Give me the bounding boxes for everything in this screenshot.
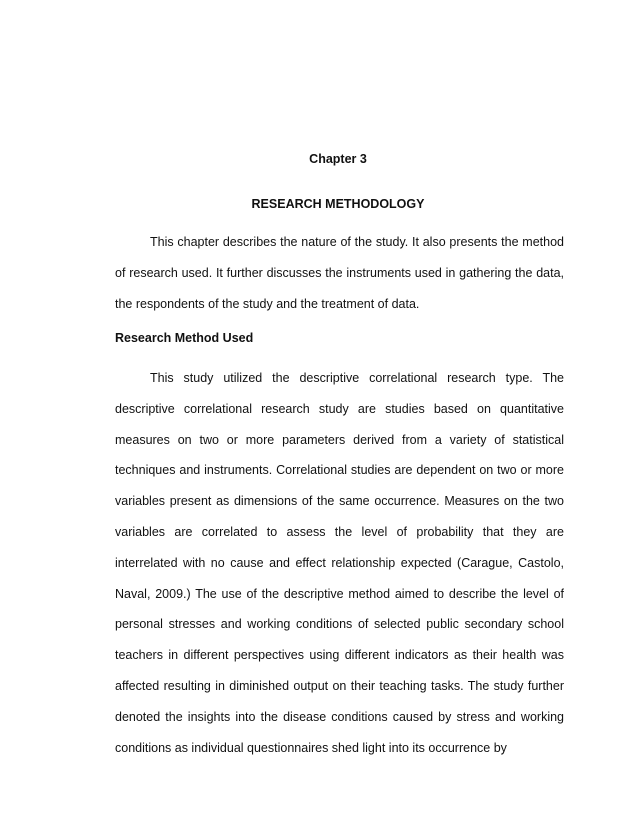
section-heading: Research Method Used: [115, 331, 254, 345]
intro-paragraph: This chapter describes the nature of the study. It also presents the method of research used. It further discusses the instruments used in gathering the data, the respondents of the study and the treatment of data.: [115, 235, 564, 311]
chapter-title: RESEARCH METHODOLOGY: [251, 197, 425, 211]
section-paragraph: This study utilized the descriptive correlational research type. The descriptive correlational research study are studies based on quantitative measures on two or more parameters derived from a variety of statistical techniques and instruments. Correlational studies are dependent on two or more variables present as dimensions of the same occurrence. Measures on the two variables are correlated to assess the level of probability that they are interrelated with no cause and effect relationship expected (Carague, Castolo, Naval, 2009.) The use of the descriptive method aimed to describe the level of personal stresses and working conditions of selected public secondary school teachers in different perspectives using different indicators as their health was affected resulting in diminished output on their teaching tasks. The study further denoted the insights into the disease conditions caused by stress and working conditions as individual questionnaires shed light into its occurrence by: [115, 371, 564, 755]
chapter-number: Chapter 3: [309, 152, 367, 166]
